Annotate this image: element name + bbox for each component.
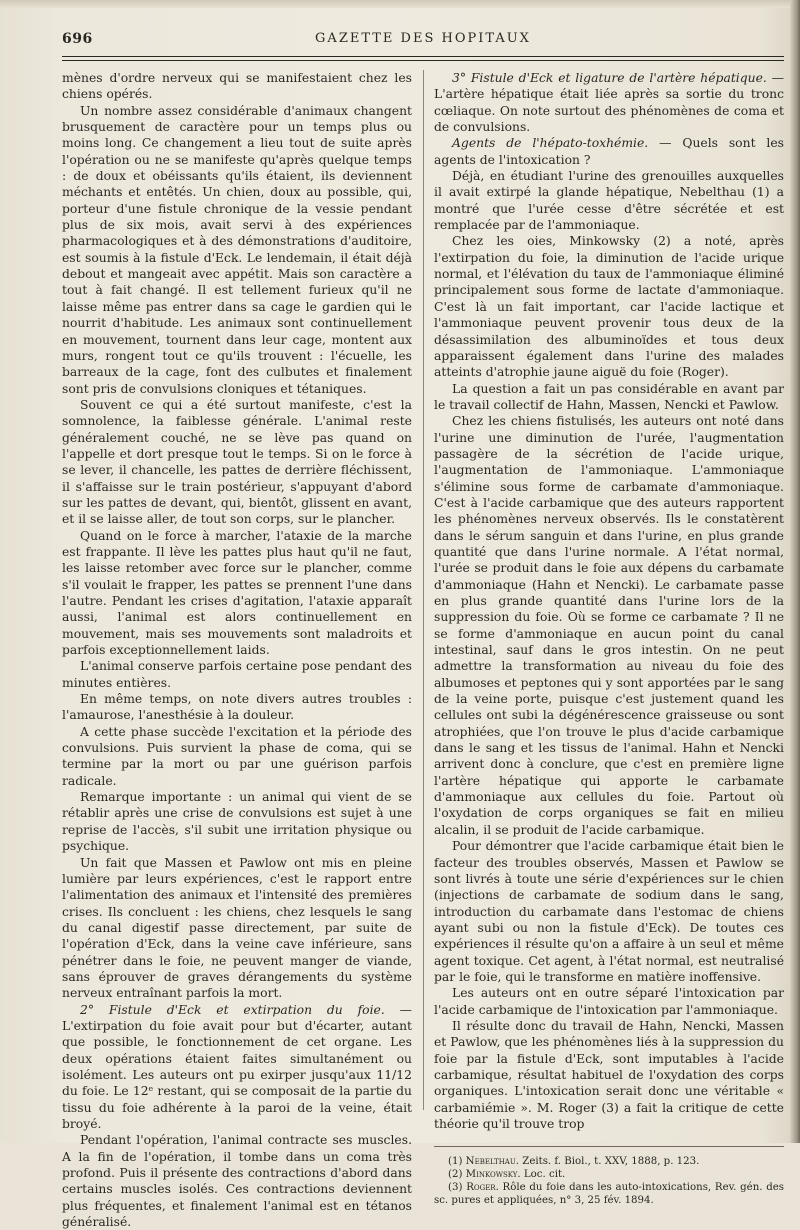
paragraph: mènes d'ordre nerveux qui se manifestaient chez les chiens opérés.: [62, 71, 412, 102]
paragraph: Il résulte donc du travail de Hahn, Nencki, Massen et Pawlow, que les phénomènes liés à la suppression du foie par la fistule d'Eck, sont imputables à l'acide carbamique, résultat habituel de l'oxydation des corps organiques. L'intoxication serait donc une véritable « carbamiémie ». M. Roger (3) a fait la critique de cette théorie qu'il trouve trop: [434, 1018, 784, 1131]
section-paragraph: [62, 1002, 412, 1133]
section-paragraph: [434, 70, 784, 135]
footnotes: [434, 1146, 784, 1207]
section-paragraph: [434, 135, 784, 168]
left-column: [62, 70, 412, 1230]
section-heading: 2° Fistule d'Eck et extirpation du foie.: [80, 1002, 385, 1017]
paragraph: L'animal conserve parfois certaine pose pendant des minutes entières.: [62, 659, 412, 690]
footnote-3: (3) Roger. Rôle du foie dans les auto-intoxications, Rev. gén. des sc. pures et appliquées, n° 3, 25 fév. 1894.: [434, 1182, 785, 1207]
footnote-author: Nebelthau.: [465, 1156, 519, 1168]
paragraph: Un fait que Massen et Pawlow ont mis en pleine lumière par leurs expériences, c'est le rapport entre l'alimentation des animaux et l'intensité des premières crises. Ils concluent : les chiens, chez lesquels le sang du canal digestif passe directement, par suite de l'opération d'Eck, dans la veine cave inférieure, sans pénétrer dans le foie, ne peuvent manger de viande, sans éprouver de graves dérangements du système nerveux entraînant parfois la mort.: [62, 855, 412, 1001]
footnote-author: Minkowsky.: [465, 1169, 521, 1181]
section-text: — L'artère hépatique était liée après sa sortie du tronc cœliaque. On note surtout des phénomènes de coma et de convulsions.: [434, 71, 784, 135]
paragraph: Chez les oies, Minkowsky (2) a noté, après l'extirpation du foie, la diminution de l'acide urique normal, et l'élévation du taux de l'ammoniaque éliminé principalement sous forme de lactate d'ammoniaque. C'est là un fait important, car l'acide lactique et l'ammoniaque peuvent provenir tous deux de la désassimilation des albuminoïdes et tous deux apparaissent également dans l'urine des malades atteints d'atrophie jaune aiguë du foie (Roger).: [434, 234, 784, 380]
paragraph: La question a fait un pas considérable en avant par le travail collectif de Hahn, Massen, Nencki et Pawlow.: [434, 381, 784, 412]
header-rule-thick: [62, 56, 784, 57]
paragraph: Les auteurs ont en outre séparé l'intoxication par l'acide carbamique de l'intoxication par l'ammoniaque.: [434, 986, 784, 1017]
page-number: 696: [62, 31, 93, 47]
paragraph: Souvent ce qui a été surtout manifeste, c'est la somnolence, la faiblesse générale. L'animal reste généralement couché, ne se lève pas quand on l'appelle et dort presque tout le temps. Si on le force à se lever, il chancelle, les pattes de derrière fléchissent, il s'affaisse sur le train postérieur, s'appuyant d'abord sur les pattes de devant, qui, bientôt, glissent en avant, et il se laisse aller, de tout son corps, sur le plancher.: [62, 397, 412, 527]
column-divider: [423, 70, 424, 1110]
section-heading: Agents de l'hépato-toxhémie.: [452, 136, 649, 151]
section-text: — Quels sont les agents de l'intoxication ?: [434, 136, 784, 167]
footnote-2: (2) Minkowsky. Loc. cit.: [448, 1169, 566, 1181]
page-top-edge: [0, 0, 800, 8]
section-text: — L'extirpation du foie avait pour but d'écarter, autant que possible, le fonctionnement de cet organe. Les deux opérations étaient faites simultanément ou isolément. Les auteurs ont pu exirper jusqu'aux 11/12 du foie. Le 12ᵉ restant, qui se composait de la partie du tissu du foie adhérente à la paroi de la veine, était broyé.: [62, 1002, 412, 1131]
paragraph: Remarque importante : un animal qui vient de se rétablir après une crise de convulsions est sujet à une reprise de l'accès, s'il subit une irritation physique ou psychique.: [62, 790, 412, 854]
footnote-author: Roger.: [466, 1182, 499, 1194]
running-title: GAZETTE DES HOPITAUX: [315, 31, 531, 46]
section-heading: 3° Fistule d'Eck et ligature de l'artère hépatique.: [452, 71, 767, 85]
paragraph: Chez les chiens fistulisés, les auteurs ont noté dans l'urine une diminution de l'urée, l'augmentation passagère de la sécrétion de l'acide urique, l'augmentation de l'ammoniaque. L'ammoniaque s'élimine sous forme de carbamate d'ammoniaque. C'est à l'acide carbamique que des auteurs rapportent les phénomènes nerveux observés. Ils le constatèrent dans le sérum sanguin et dans l'urine, en plus grande quantité que dans l'urine normale. A l'état normal, l'urée se produit dans le foie aux dépens du carbamate d'ammoniaque (Hahn et Nencki). Le carbamate passe en plus grande quantité dans l'urine lors de la suppression du foie. Où se forme ce carbamate ? Il ne se forme d'ammoniaque en aucun point du canal intestinal, sauf dans le gros intestin. On ne peut admettre la transformation au niveau du foie des albumoses et peptones qui y sont apportées par le sang de la veine porte, puisque c'est justement quand les cellules ont subi la dégénérescence graisseuse ou sont atrophiées, que l'on trouve le plus d'acide carbamique dans le sang et les tissus de l'animal. Hahn et Nencki arrivent donc à conclure, que c'est en première ligne l'artère hépatique qui apporte le carbamate d'ammoniaque aux cellules du foie. Partout où l'oxydation de corps organiques se fait en milieu alcalin, il se produit de l'acide carbamique.: [434, 414, 784, 837]
paragraph: Quand on le force à marcher, l'ataxie de la marche est frappante. Il lève les pattes plus haut qu'il ne faut, les laisse retomber avec force sur le plancher, comme s'il voulait le frapper, les pattes se prennent l'une dans l'autre. Pendant les crises d'agitation, l'ataxie apparaît aussi, l'animal est alors continuellement en mouvement, mais ses mouvements sont maladroits et parfois exceptionnellement laids.: [62, 528, 412, 658]
paragraph: Pendant l'opération, l'animal contracte ses muscles. A la fin de l'opération, il tombe dans un coma très profond. Puis il présente des contractions d'abord dans certains muscles isolés. Ces contractions deviennent plus fréquentes, et finalement l'animal est en tétanos généralisé.: [62, 1133, 412, 1230]
paragraph: Déjà, en étudiant l'urine des grenouilles auxquelles il avait extirpé la glande hépatique, Nebelthau (1) a montré que l'urée cesse d'être sécrétée et est remplacée par de l'ammoniaque.: [434, 169, 784, 233]
paragraph: A cette phase succède l'excitation et la période des convulsions. Puis survient la phase de coma, qui se termine par la mort ou par une guérison parfois radicale.: [62, 724, 412, 788]
footnote-1: (1) Nebelthau. Zeits. f. Biol., t. XXV, 1888, p. 123.: [448, 1156, 700, 1168]
paragraph: En même temps, on note divers autres troubles : l'amaurose, l'anesthésie à la douleur.: [62, 692, 412, 723]
page-binding-edge: [790, 0, 800, 1143]
paragraph: Pour démontrer que l'acide carbamique était bien le facteur des troubles observés, Massen et Pawlow se sont livrés à toute une série d'expériences sur le chien (injections de carbamate de sodium dans le sang, introduction du carbamate dans l'estomac de chiens ayant subi ou non la fistule d'Eck). De toutes ces expériences il résulte qu'on a affaire à un seul et même agent toxique. Cet agent, à l'état normal, est neutralisé par le foie, qui le transforme en matière inoffensive.: [434, 839, 784, 984]
right-column: [434, 70, 784, 1207]
header-rule-thin: [62, 60, 784, 61]
page-header: [62, 28, 784, 56]
paragraph: Un nombre assez considérable d'animaux changent brusquement de caractère pour un temps plus ou moins long. Ce changement a lieu tout de suite après l'opération ou ne se manifeste qu'après quelque temps : de doux et obéissants qu'ils étaient, ils deviennent méchants et entêtés. Un chien, doux au possible, qui, porteur d'une fistule chronique de la vessie pendant plus de six mois, avait servi à des expériences pharmacologiques et à des démonstrations d'auditoire, est soumis à la fistule d'Eck. Le lendemain, il était déjà debout et mangeait avec appétit. Mais son caractère a tout à fait changé. Il est tellement furieux qu'il ne laisse même pas entrer dans sa cage le gardien qui le nourrit d'habitude. Les animaux sont continuellement en mouvement, tournent dans leur cage, montent aux murs, rongent tout ce qu'ils trouvent : l'écuelle, les barreaux de la cage, font des culbutes et finalement sont pris de convulsions cloniques et tétaniques.: [62, 103, 412, 396]
